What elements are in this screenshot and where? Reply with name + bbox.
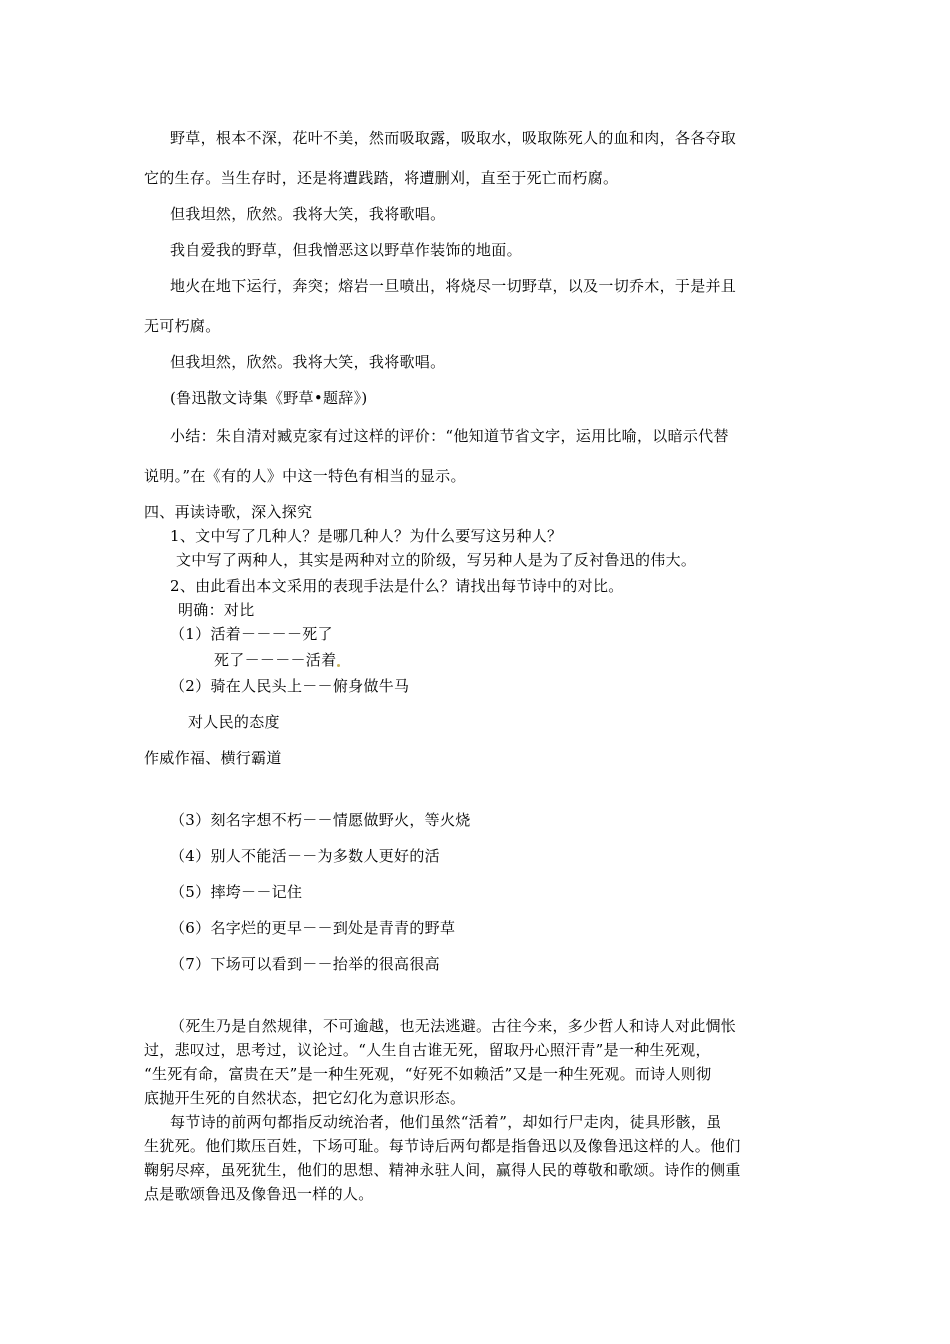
text-line: 我自爱我的野草，但我憎恶这以野草作装饰的地面。 — [170, 241, 522, 259]
contrast-item: （1）活着－－－－死了 — [170, 625, 333, 643]
contrast-item: 作威作福、横行霸道 — [144, 749, 282, 767]
answer-line: 明确：对比 — [178, 601, 255, 619]
contrast-item: 对人民的态度 — [188, 713, 280, 731]
contrast-item: （7）下场可以看到－－抬举的很高很高 — [170, 955, 440, 973]
contrast-item: （3）刻名字想不朽－－情愿做野火，等火烧 — [170, 811, 471, 829]
text-line: 无可朽腐。 — [144, 317, 221, 335]
summary-line: 说明。”在《有的人》中这一特色有相当的显示。 — [144, 467, 466, 485]
contrast-item: （4）别人不能活－－为多数人更好的活 — [170, 847, 440, 865]
summary-line: 小结：朱自清对臧克家有过这样的评价：“他知道节省文字，运用比喻，以暗示代替 — [170, 427, 729, 445]
paragraph-line: 生犹死。他们欺压百姓，下场可耻。每节诗后两句都是指鲁迅以及像鲁迅这样的人。他们 — [144, 1137, 741, 1155]
question-line: 2、由此看出本文采用的表现手法是什么？请找出每节诗中的对比。 — [170, 577, 624, 595]
paragraph-line: 过，悲叹过，思考过，议论过。“人生自古谁无死，留取丹心照汗青”是一种生死观， — [144, 1041, 711, 1059]
contrast-item: （5）摔垮－－记住 — [170, 883, 303, 901]
contrast-item — [214, 650, 341, 670]
paragraph-line: （死生乃是自然规律，不可逾越，也无法逃避。古往今来，多少哲人和诗人对此惆怅 — [170, 1017, 737, 1035]
paragraph-line: 鞠躬尽瘁，虽死犹生，他们的思想、精神永驻人间，赢得人民的尊敬和歌颂。诗作的侧重 — [144, 1161, 741, 1179]
question-line: 1、文中写了几种人？是哪几种人？为什么要写这另种人？ — [170, 527, 563, 545]
text-line: 但我坦然，欣然。我将大笑，我将歌唱。 — [170, 205, 446, 223]
answer-line: 文中写了两种人，其实是两种对立的阶级，写另种人是为了反衬鲁迅的伟大。 — [176, 551, 697, 569]
text-line: 它的生存。当生存时，还是将遭践踏，将遭删刈，直至于死亡而朽腐。 — [144, 169, 619, 187]
paragraph-line: 点是歌颂鲁迅及像鲁迅一样的人。 — [144, 1185, 374, 1203]
contrast-item: （6）名字烂的更早－－到处是青青的野草 — [170, 919, 456, 937]
source-citation: (鲁迅散文诗集《野草•题辞》) — [170, 389, 368, 407]
contrast-text: 死了－－－－活着 — [214, 651, 337, 669]
section-heading: 四、再读诗歌，深入探究 — [144, 503, 313, 521]
highlight-dot — [337, 664, 340, 667]
text-line: 地火在地下运行，奔突；熔岩一旦喷出，将烧尽一切野草，以及一切乔木，于是并且 — [170, 277, 737, 295]
contrast-item: （2）骑在人民头上－－俯身做牛马 — [170, 677, 410, 695]
text-line: 野草，根本不深，花叶不美，然而吸取露，吸取水，吸取陈死人的血和肉，各各夺取 — [170, 129, 737, 147]
paragraph-line: “生死有命，富贵在天”是一种生死观，“好死不如赖活”又是一种生死观。而诗人则彻 — [144, 1065, 712, 1083]
paragraph-line: 底抛开生死的自然状态，把它幻化为意识形态。 — [144, 1089, 466, 1107]
paragraph-line: 每节诗的前两句都指反动统治者，他们虽然“活着”，却如行尸走肉，徒具形骸，虽 — [170, 1113, 722, 1131]
text-line: 但我坦然，欣然。我将大笑，我将歌唱。 — [170, 353, 446, 371]
